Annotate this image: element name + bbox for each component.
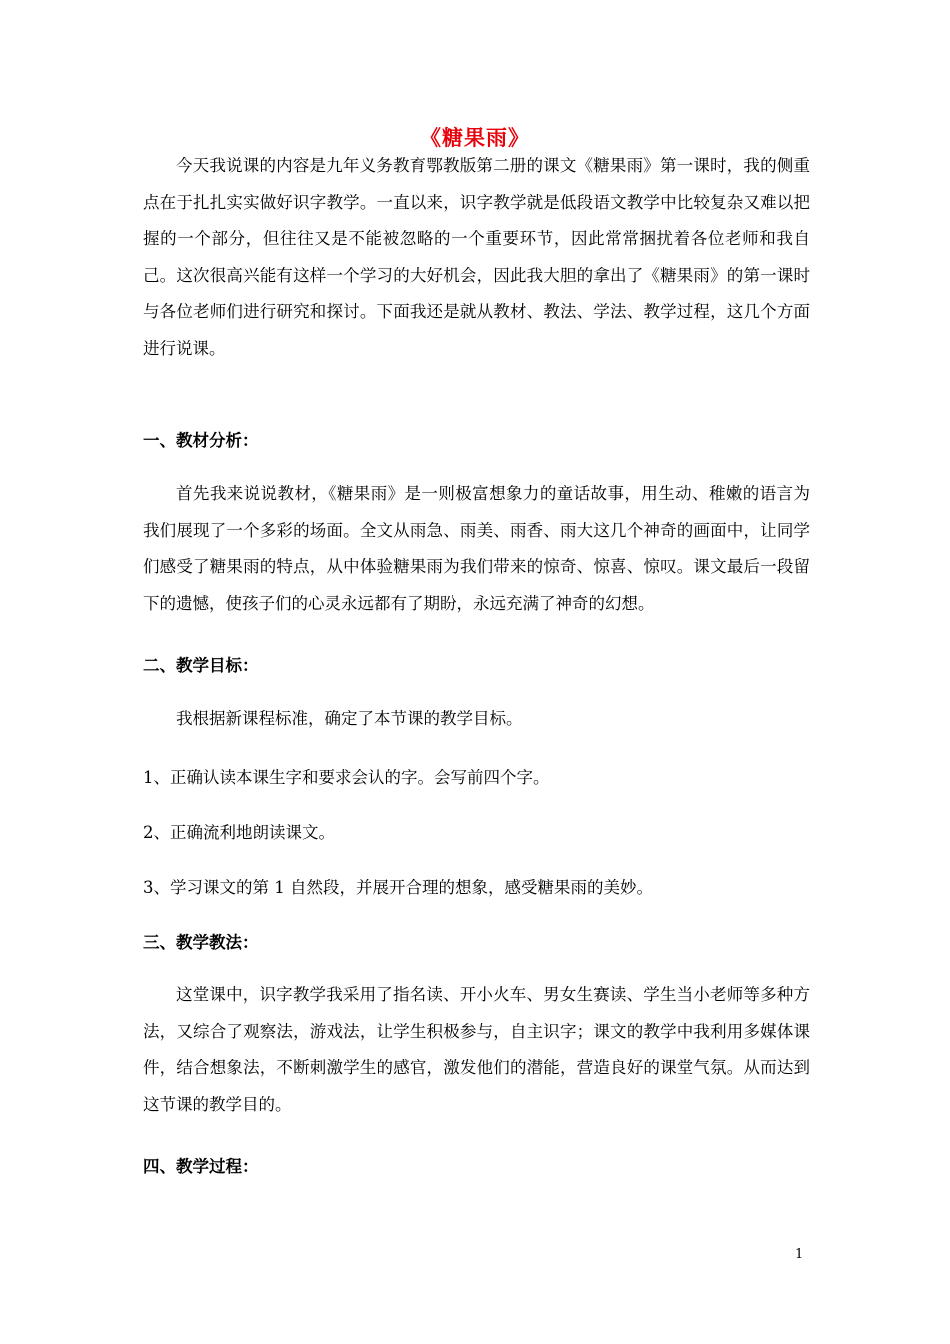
document-title: 《糖果雨》 [420, 125, 530, 150]
objective-item-1: 1、正确认读本课生字和要求会认的字。会写前四个字。 [143, 768, 550, 787]
page-number: 1 [795, 1247, 804, 1262]
section-paragraph-objectives: 我根据新课程标准，确定了本节课的教学目标。 [176, 709, 523, 728]
intro-paragraph: 今天我说课的内容是九年义务教育鄂教版第二册的课文《糖果雨》第一课时，我的侧重点在于扎扎实实做好识字教学。一直以来，识字教学就是低段语文教学中比较复杂又难以把握的一个部分，但往往又是不能被忽略的一个重要环节，因此常常捆扰着各位老师和我自己。这次很高兴能有这样一个学习的大好机会，因此我大胆的拿出了《糖果雨》的第一课时与各位老师们进行研究和探讨。下面我还是就从教材、教法、学法、教学过程，这几个方面进行说课。 [143, 156, 810, 358]
section-heading-process: 四、教学过程： [143, 1157, 259, 1176]
section-paragraph-materials: 首先我来说说教材，《糖果雨》是一则极富想象力的童话故事，用生动、稚嫩的语言为我们展现了一个多彩的场面。全文从雨急、雨美、雨香、雨大这几个神奇的画面中，让同学们感受了糖果雨的特点，从中体验糖果雨为我们带来的惊奇、惊喜、惊叹。课文最后一段留下的遗憾，使孩子们的心灵永远都有了期盼，永远充满了神奇的幻想。 [143, 484, 810, 613]
section-heading-materials: 一、教材分析： [143, 431, 259, 450]
section-paragraph-methods: 这堂课中，识字教学我采用了指名读、开小火车、男女生赛读、学生当小老师等多种方法，又综合了观察法，游戏法，让学生积极参与，自主识字；课文的教学中我利用多媒体课件，结合想象法，不断刺激学生的感官，激发他们的潜能，营造良好的课堂气氛。从而达到这节课的教学目的。 [143, 985, 810, 1114]
objective-item-3: 3、学习课文的第 1 自然段，并展开合理的想象，感受糖果雨的美妙。 [143, 878, 653, 897]
objective-item-2: 2、正确流利地朗读课文。 [143, 823, 335, 842]
section-heading-methods: 三、教学教法： [143, 933, 259, 952]
section-heading-objectives: 二、教学目标： [143, 656, 259, 675]
